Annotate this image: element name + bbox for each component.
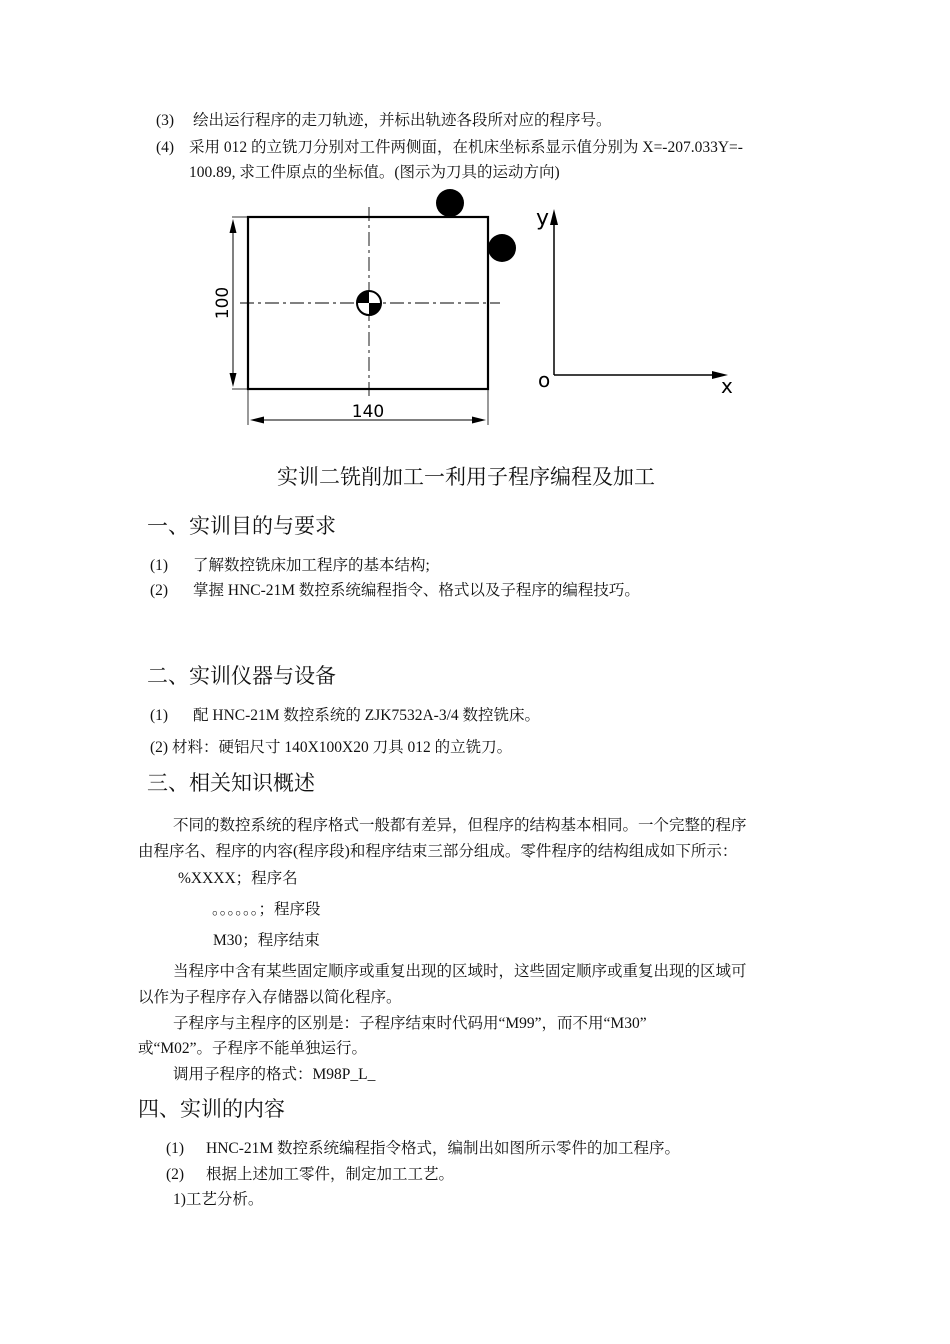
- question-4-text-continued: 100.89, 求工件原点的坐标值。(图示为刀具的运动方向): [189, 164, 560, 181]
- program-structure-body-line: 。。。。。。；程序段: [212, 901, 321, 918]
- section-3-paragraph-2-line-2: 以作为子程序存入存储器以简化程序。: [138, 989, 402, 1006]
- section-1-item-2-text: 掌握 HNC-21M 数控系统编程指令、格式以及子程序的编程技巧。: [193, 582, 640, 599]
- y-axis-label: y: [536, 206, 550, 231]
- question-4-number: (4): [156, 139, 175, 156]
- section-4-heading: 四、实训的内容: [138, 1097, 285, 1121]
- section-1-item-1-number: (1): [150, 557, 169, 574]
- height-dimension-label: 100: [213, 286, 233, 320]
- section-4-item-2-number: (2): [166, 1166, 185, 1183]
- section-1-item-1-text: 了解数控铣床加工程序的基本结构;: [193, 557, 430, 574]
- question-3-number: (3): [156, 112, 175, 129]
- section-3-paragraph-3-line-1: 子程序与主程序的区别是：子程序结束时代码用“M99”，而不用“M30”: [173, 1015, 647, 1032]
- y-axis-arrow: [550, 209, 558, 225]
- axis-origin-label: o: [538, 368, 551, 392]
- question-4-text: 采用 012 的立铣刀分别对工件两侧面，在机床坐标系显示值分别为 X=-207.033Y=-: [189, 139, 743, 156]
- cutter-tool-top: [436, 189, 464, 217]
- section-3-paragraph-2-line-1: 当程序中含有某些固定顺序或重复出现的区域时，这些固定顺序或重复出现的区域可: [173, 963, 747, 980]
- workpiece-origin-symbol: [357, 291, 381, 315]
- section-4-subitem-process-analysis: 1)工艺分析。: [173, 1191, 264, 1208]
- section-3-paragraph-3-line-2: 或“M02”。子程序不能单独运行。: [138, 1040, 368, 1057]
- workpiece-figure: [0, 185, 950, 445]
- program-structure-name-line: %XXXX；程序名: [178, 870, 298, 887]
- width-dimension-label: 140: [351, 402, 385, 422]
- section-3-heading: 三、相关知识概述: [147, 771, 315, 795]
- section-3-paragraph-1-line-2: 由程序名、程序的内容(程序段)和程序结束三部分组成。零件程序的结构组成如下所示：: [138, 843, 738, 860]
- section-2-item-1-text: 配 HNC-21M 数控系统的 ZJK7532A-3/4 数控铣床。: [193, 707, 541, 724]
- program-structure-end-line: M30；程序结束: [213, 932, 320, 949]
- subprogram-call-format: 调用子程序的格式：M98P_L_: [173, 1066, 376, 1083]
- section-3-paragraph-1-line-1: 不同的数控系统的程序格式一般都有差异，但程序的结构基本相同。一个完整的程序: [173, 817, 747, 834]
- section-4-item-2-text: 根据上述加工零件，制定加工工艺。: [206, 1166, 455, 1183]
- section-1-heading: 一、实训目的与要求: [147, 514, 336, 538]
- section-4-item-1-number: (1): [166, 1140, 185, 1157]
- cutter-tool-side: [488, 234, 516, 262]
- section-2-item-1-number: (1): [150, 707, 169, 724]
- section-2-item-2-text: (2) 材料：硬铝尺寸 140X100X20 刀具 012 的立铣刀。: [150, 739, 513, 756]
- section-1-item-2-number: (2): [150, 582, 169, 599]
- question-3-text: 绘出运行程序的走刀轨迹，并标出轨迹各段所对应的程序号。: [193, 112, 612, 129]
- section-4-item-1-text: HNC-21M 数控系统编程指令格式，编制出如图所示零件的加工程序。: [206, 1140, 681, 1157]
- x-axis-label: x: [721, 374, 733, 398]
- page-title: 实训二铣削加工一利用子程序编程及加工: [277, 465, 655, 489]
- section-2-heading: 二、实训仪器与设备: [147, 664, 336, 688]
